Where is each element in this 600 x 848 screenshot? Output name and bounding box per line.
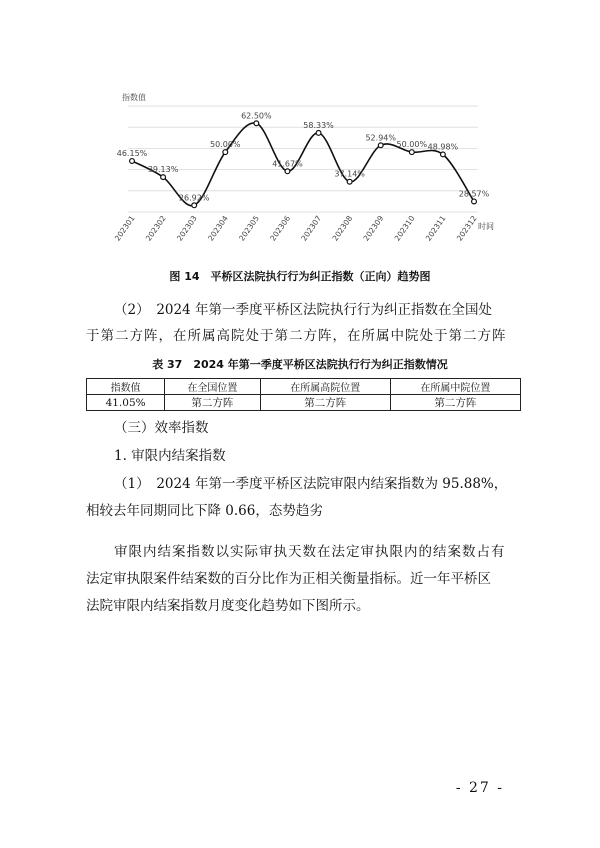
paragraph-1-line-2: 于第二方阵，在所属高院处于第二方阵，在所属中院处于第二方阵 (86, 328, 507, 344)
data-label: 50.00% (396, 140, 428, 150)
x-axis-label: 时间 (478, 222, 494, 231)
table-caption: 表 37 2024 年第一季度平桥区法院执行行为纠正指数情况 (152, 358, 448, 371)
x-tick-label: 202311 (423, 213, 448, 243)
data-point (254, 121, 259, 126)
x-tick-label: 202303 (175, 213, 199, 243)
table-cell: 第二方阵 (260, 395, 390, 411)
paragraph-3-line-2: 法定审执限案件结案数的百分比作为正相关衡量指标。近一年平桥区 (86, 571, 491, 587)
data-point (161, 175, 166, 180)
x-tick-label: 202306 (268, 213, 293, 243)
data-label: 50.00% (210, 140, 241, 150)
table-cell: 41.05% (87, 395, 165, 411)
table-cell: 第二方阵 (390, 395, 520, 411)
data-label: 39.13% (147, 165, 179, 175)
x-tick-labels (113, 214, 479, 243)
data-point (130, 159, 135, 164)
table-header-row (87, 379, 521, 395)
table-header-cell: 指数值 (87, 379, 165, 395)
x-tick-label: 202304 (206, 213, 230, 243)
table-header-cell: 在所属高院位置 (260, 379, 390, 395)
x-tick-label: 202301 (112, 213, 137, 243)
paragraph-3-line-3: 法院审限内结案指数月度变化趋势如下图所示。 (86, 598, 370, 614)
data-label: 28.57% (458, 189, 490, 199)
data-point (347, 179, 352, 184)
x-tick-label: 202312 (454, 213, 479, 243)
table-header-cell: 在所属中院位置 (390, 379, 520, 395)
sub-heading: 1. 审限内结案指数 (114, 448, 226, 464)
section-heading: （三）效率指数 (114, 420, 209, 436)
index-table (86, 378, 521, 411)
paragraph-3-line-1: 审限内结案指数以实际审执天数在法定审执限内的结案数占有 (114, 544, 506, 560)
trend-line-chart (112, 88, 494, 260)
data-label: 41.67% (272, 159, 303, 169)
paragraph-2-line-2: 相较去年同期同比下降 0.66，态势趋劣 (86, 503, 323, 519)
data-point (223, 150, 228, 155)
data-label: 58.33% (303, 120, 334, 130)
data-label: 26.92% (178, 193, 210, 203)
data-label: 48.98% (427, 142, 459, 152)
table-cell: 第二方阵 (165, 395, 260, 411)
paragraph-1-line-1: （2） 2024 年第一季度平桥区法院执行行为纠正指数在全国处 (114, 302, 492, 318)
x-tick-label: 202307 (299, 213, 324, 243)
x-tick-label: 202309 (361, 213, 386, 243)
data-point (316, 130, 321, 135)
table-header-cell: 在全国位置 (165, 379, 260, 395)
data-point (285, 169, 290, 174)
x-tick-label: 202302 (143, 213, 168, 243)
data-label: 52.94% (365, 133, 396, 143)
x-tick-label: 202305 (237, 213, 262, 243)
data-point (441, 152, 446, 157)
data-label: 62.50% (241, 111, 272, 121)
x-tick-label: 202310 (392, 213, 417, 243)
data-point (472, 199, 477, 204)
figure-caption: 图 14 平桥区法院执行行为纠正指数（正向）趋势图 (169, 270, 431, 283)
paragraph-2-line-1: （1） 2024 年第一季度平桥区法院审限内结案指数为 95.88%， (114, 476, 508, 492)
data-point (378, 143, 383, 148)
table-row (87, 395, 521, 411)
page-number: - 27 - (455, 780, 504, 796)
y-axis-label: 指数值 (122, 93, 146, 102)
data-point (409, 150, 414, 155)
data-label: 46.15% (116, 148, 148, 158)
x-tick-label: 202308 (330, 213, 355, 243)
data-point (192, 203, 197, 208)
data-label: 37.14% (334, 169, 365, 179)
